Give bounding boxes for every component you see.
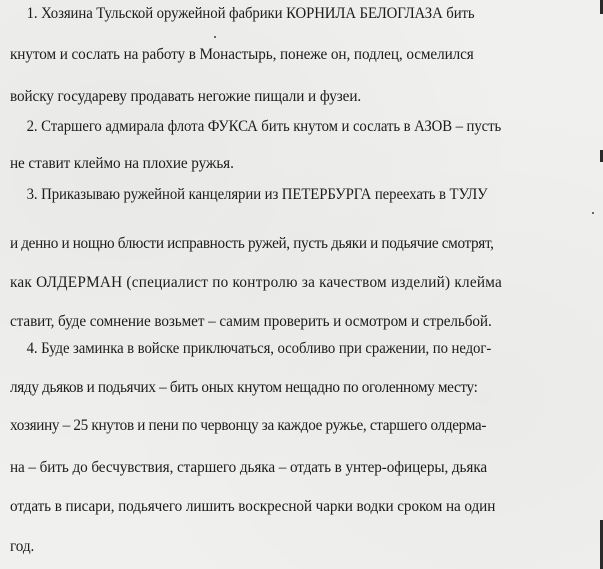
paragraph-text: Хозяина Тульской оружейной фабрики КОРНИЛА БЕЛОГЛАЗА бить [41,5,475,22]
paragraph-3-line-3 [10,273,599,293]
paragraph-number: 1. [26,5,38,22]
paragraph-text: и денно и нощно блюсти исправность ружей, пусть дьяки и подьячие смотрят, [10,235,494,252]
paragraph-1-line-1 [0,4,599,24]
paragraph-number: 2. [26,118,38,135]
paragraph-text: кнутом и сослать на работу в Монастырь, понеже он, подлец, осмелился [10,46,474,63]
paragraph-text: год. [10,538,35,555]
scan-speck [214,36,216,38]
paragraph-4-line-1 [0,339,599,359]
paragraph-text: хозяину – 25 кнутов и пени по червонцу за каждое ружье, старшего олдерма- [10,417,487,434]
paragraph-text: Приказываю ружейной канцелярии из ПЕТЕРБУРГА переехать в ТУЛУ [41,186,488,203]
paragraph-text: на – бить до бесчувствия, старшего дьяка – отдать в унтер-офицеры, дьяка [10,459,488,476]
paragraph-4-line-5 [10,497,599,517]
paragraph-4-line-3 [10,416,599,436]
paragraph-text: Старшего адмирала флота ФУКСА бить кнутом и сослать в АЗОВ – пусть [41,118,502,135]
paragraph-1-line-3 [10,87,599,107]
paragraph-number: 4. [26,340,38,357]
paragraph-1-line-2 [10,45,599,65]
paragraph-2-line-2 [10,154,599,174]
paragraph-text: не ставит клеймо на плохие ружья. [10,155,234,172]
paragraph-text: Буде заминка в войске приключаться, особливо при сражении, по недог- [41,340,492,357]
scan-speck [592,212,594,214]
paragraph-3-line-4 [10,312,599,332]
paragraph-number: 3. [26,186,38,203]
paragraph-4-line-6 [10,537,599,557]
paragraph-3-line-1 [0,185,599,205]
paragraph-text: отдать в писари, подьячего лишить воскресной чарки водки сроком на один [10,498,496,515]
paragraph-4-line-4 [10,458,599,478]
paragraph-text: ляду дьяков и подьячих – бить оных кнутом нещадно по оголенному месту: [10,379,478,396]
paragraph-2-line-1 [0,117,599,137]
paragraph-3-line-2 [10,234,599,254]
paragraph-text: ставит, буде сомнение возьмет – самим проверить и осмотром и стрельбой. [10,313,492,330]
paragraph-4-line-2 [10,378,599,398]
paragraph-text: войску государеву продавать негожие пищали и фузеи. [10,88,362,105]
paragraph-text: как ОЛДЕРМАН (специалист по контролю за качеством изделий) клейма [10,274,503,291]
